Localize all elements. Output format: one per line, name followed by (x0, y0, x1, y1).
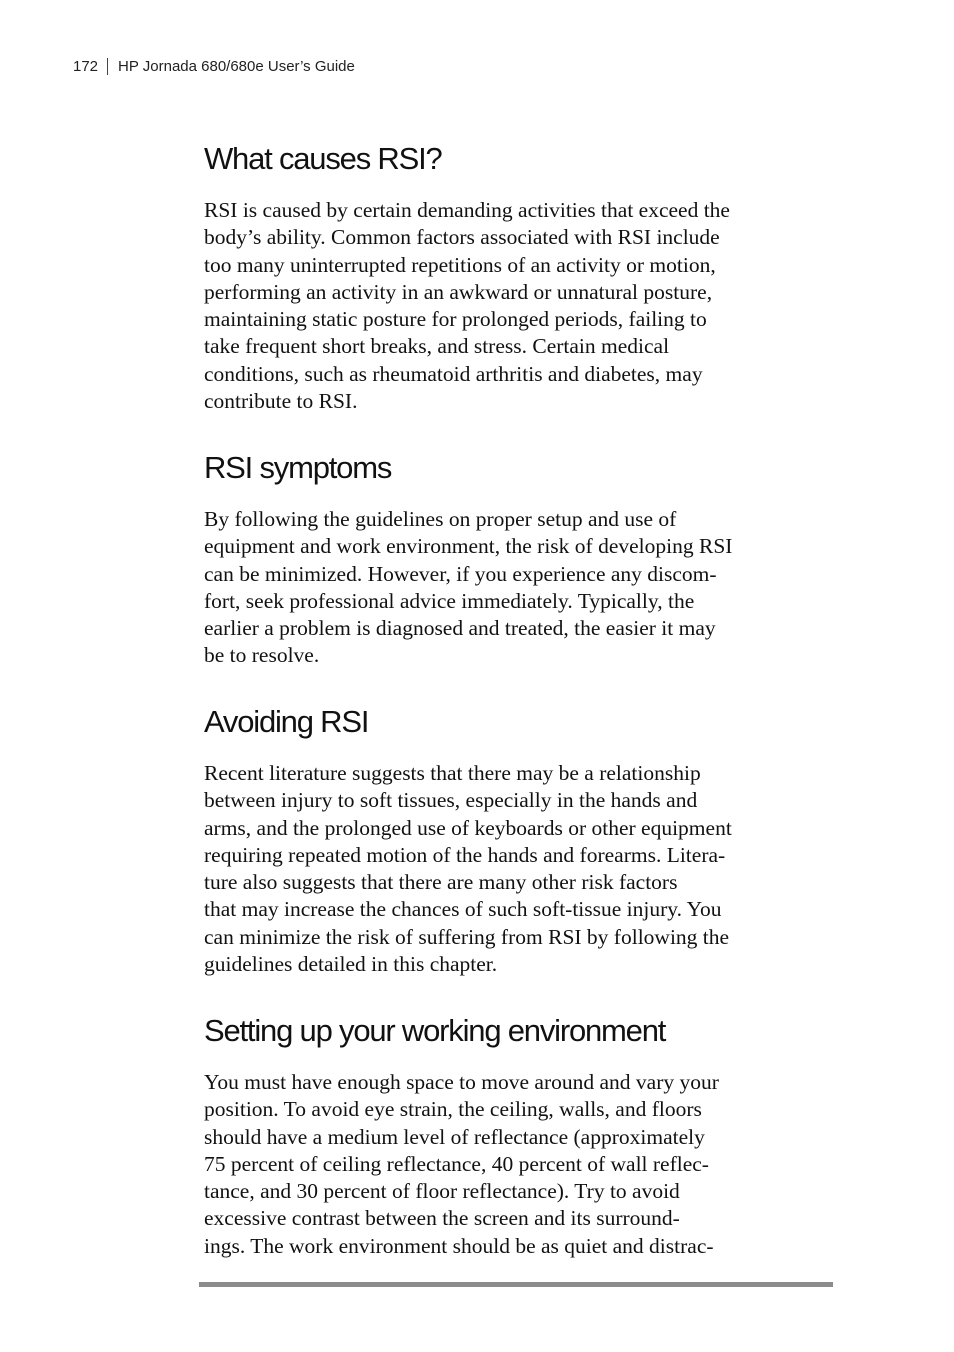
section-heading: Setting up your working environment (204, 1013, 666, 1048)
section-paragraph (204, 760, 836, 978)
section-paragraph (204, 506, 836, 670)
bottom-rule (199, 1282, 833, 1287)
text-line: position. To avoid eye strain, the ceiling, walls, and floors (204, 1097, 702, 1122)
text-line: guidelines detailed in this chapter. (204, 952, 498, 977)
text-line: should have a medium level of reflectance (approximately (204, 1124, 705, 1149)
text-line: You must have enough space to move around and vary your (204, 1070, 719, 1094)
text-line: ture also suggests that there are many other risk factors (204, 870, 678, 895)
section-heading: Avoiding RSI (204, 704, 369, 739)
book-title: HP Jornada 680/680e User’s Guide (118, 58, 355, 75)
text-line: be to resolve. (204, 643, 320, 668)
text-line: ings. The work environment should be as quiet and distrac- (204, 1233, 714, 1258)
text-line: that may increase the chances of such soft-tissue injury. You (204, 897, 722, 922)
text-line: RSI is caused by certain demanding activities that exceed the (204, 198, 730, 222)
section-working-environment (204, 1013, 836, 1260)
section-paragraph (204, 197, 836, 415)
text-line: Recent literature suggests that there may be a relationship (204, 761, 701, 785)
text-line: excessive contrast between the screen and its surround- (204, 1206, 680, 1231)
text-line: can minimize the risk of suffering from RSI by following the (204, 924, 730, 949)
text-line: requiring repeated motion of the hands and forearms. Litera- (204, 842, 726, 867)
running-header (73, 58, 355, 75)
text-line: take frequent short breaks, and stress. Certain medical (204, 334, 670, 359)
text-line: maintaining static posture for prolonged periods, failing to (204, 307, 707, 332)
header-divider (107, 58, 108, 75)
section-what-causes-rsi (204, 141, 836, 415)
text-line: 75 percent of ceiling reflectance, 40 percent of wall reflec- (204, 1151, 709, 1176)
text-line: body’s ability. Common factors associated with RSI include (204, 225, 720, 250)
text-line: contribute to RSI. (204, 389, 358, 414)
text-line: equipment and work environment, the risk of developing RSI (204, 534, 733, 559)
section-heading: RSI symptoms (204, 450, 392, 485)
section-heading: What causes RSI? (204, 141, 442, 176)
text-line: can be minimized. However, if you experience any discom- (204, 561, 717, 586)
section-rsi-symptoms (204, 450, 836, 670)
text-line: arms, and the prolonged use of keyboards or other equipment (204, 815, 732, 840)
text-line: tance, and 30 percent of floor reflectance). Try to avoid (204, 1179, 680, 1204)
text-line: performing an activity in an awkward or unnatural posture, (204, 279, 713, 304)
section-paragraph (204, 1069, 836, 1260)
text-line: between injury to soft tissues, especially in the hands and (204, 788, 698, 813)
text-line: By following the guidelines on proper setup and use of (204, 507, 677, 531)
page-number: 172 (73, 58, 99, 75)
text-line: fort, seek professional advice immediately. Typically, the (204, 588, 695, 613)
section-avoiding-rsi (204, 704, 836, 978)
text-line: earlier a problem is diagnosed and treated, the easier it may (204, 616, 716, 641)
text-line: too many uninterrupted repetitions of an activity or motion, (204, 252, 716, 277)
text-line: conditions, such as rheumatoid arthritis and diabetes, may (204, 361, 703, 386)
